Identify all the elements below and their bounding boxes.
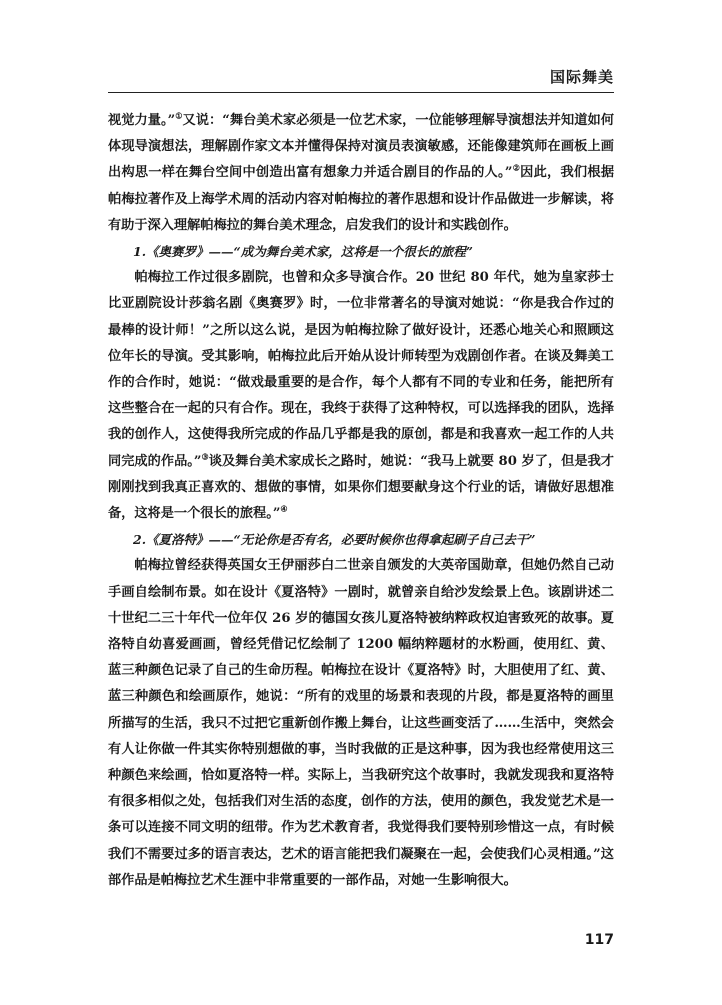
paragraph-2-text: 帕梅拉工作过很多剧院，也曾和众多导演合作。20 世纪 80 年代，她为皇家莎士比亚剧院设计莎翁名剧《奥赛罗》时，一位非常著名的导演对她说：“你是我合作过的最棒的设计师！”之所以这么说，是因为帕梅拉除了做好设计，还悉心地关心和照顾这位年长的导演。受其影响，帕梅拉此后开始从设计师转型为戏剧创作者。在谈及舞美工作的合作时，她说：“做戏最重要的是合作，每个人都有不同的专业和任务，能把所有这些整合在一起的只有合作。现在，我终于获得了这种特权，可以选择我的团队，选择我的创作人，这使得我所完成的作品几乎都是我的原创，都是和我喜欢一起工作的人共同完成的作品。” — [108, 270, 614, 469]
running-header: 国际舞美 — [549, 68, 614, 86]
page-body — [108, 108, 614, 894]
paragraph-1b-text: 又说：“舞台美术家必须是一位艺术家，一位能够理解导演想法并知道如何体现导演想法，理解剧作家文本并懂得保持对演员表演敏感，还能像建筑师在画板上画出构思一样在舞台空间中创造出富有想象力并适合剧目的作品的人。” — [108, 113, 614, 181]
paragraph-1c-text: 因此，我们根据帕梅拉著作及上海学术周的活动内容对帕梅拉的著作思想和设计作品做进一步解读，将有助于深入理解帕梅拉的舞台美术理念，启发我们的设计和实践创作。 — [108, 165, 615, 233]
footnote-marker-1: ① — [175, 110, 183, 121]
paragraph-2b-text: 谈及舞台美术家成长之路时，她说：“我马上就要 80 岁了，但是我才刚刚找到我真正喜欢的、想做的事情，如果你们想要献身这个行业的话，请做好思想准备，这将是一个很长的旅程。” — [108, 453, 614, 522]
paragraph-3: 帕梅拉曾经获得英国女王伊丽莎白二世亲自颁发的大英帝国勋章，但她仍然自己动手画自绘制布景。如在设计《夏洛特》一剧时，就曾亲自给沙发绘景上色。该剧讲述二十世纪二三十年代一位年仅 26 岁的德国女孩儿夏洛特被纳粹政权迫害致死的故事。夏洛特自幼喜爱画画，曾经凭借记忆绘制了 1200 幅纳粹题材的水粉画，使用红、黄、蓝三种颜色记录了自己的生命历程。帕梅拉在设计《夏洛特》时，大胆使用了红、黄、蓝三种颜色和绘画原作，她说：“所有的戏里的场景和表现的片段，都是夏洛特的画里所描写的生活，我只不过把它重新创作搬上舞台，让这些画变活了……生活中，突然会有人让你做一件其实你特别想做的事，当时我做的正是这种事，因为我也经常使用这三种颜色来绘画，恰如夏洛特一样。实际上，当我研究这个故事时，我就发现我和夏洛特有很多相似之处，包括我们对生活的态度，创作的方法，使用的颜色，我发觉艺术是一条可以连接不同文明的纽带。作为艺术教育者，我觉得我们要特别珍惜这一点，有时候我们不需要过多的语言表达，艺术的语言能把我们凝聚在一起，会使我们心灵相通。”这部作品是帕梅拉艺术生涯中非常重要的一部作品，对她一生影响很大。 — [108, 558, 614, 888]
footnote-marker-4: ④ — [280, 503, 288, 514]
section-heading-2: 2.《夏洛特》——“无论你是否有名，必要时候你也得拿起刷子自己去干” — [133, 532, 536, 548]
footnote-marker-2: ② — [512, 163, 521, 174]
paragraph-1 — [108, 108, 614, 239]
paragraph-2 — [108, 265, 614, 527]
section-heading-1: 1.《奥赛罗》——“成为舞台美术家，这将是一个很长的旅程” — [133, 244, 473, 260]
page-number: 117 — [584, 932, 614, 948]
paragraph-1-text: 视觉力量。” — [108, 113, 176, 128]
header-rule — [108, 92, 614, 93]
footnote-marker-3: ③ — [201, 451, 209, 462]
